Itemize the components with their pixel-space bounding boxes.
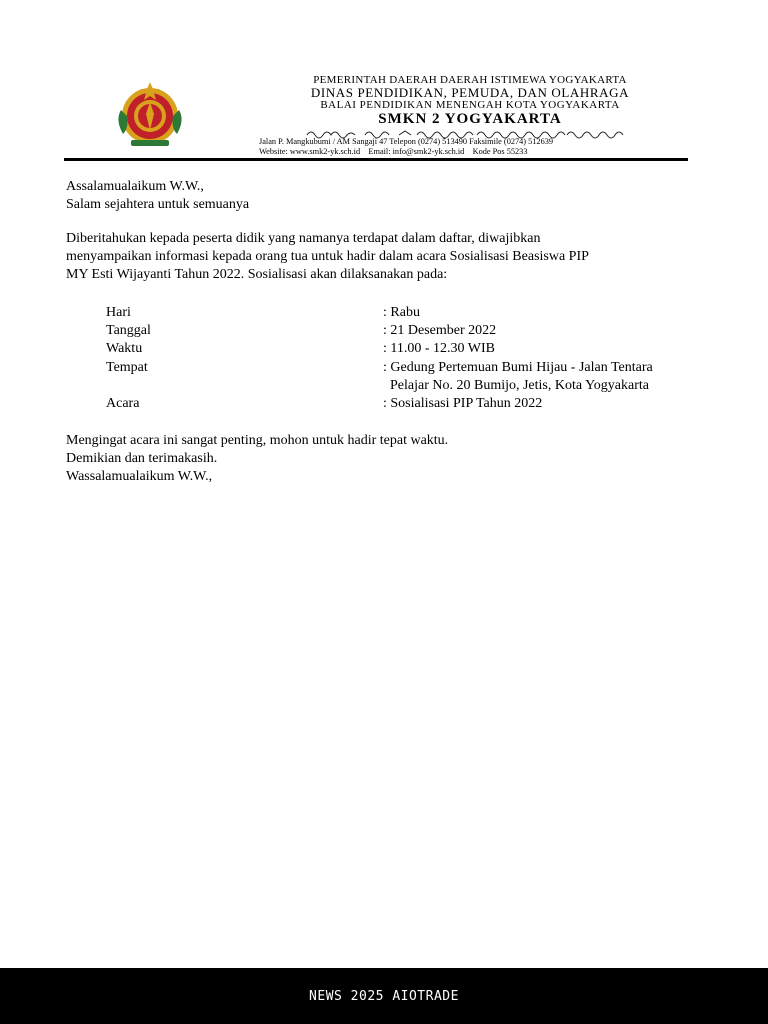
letterhead-divider [64,158,688,161]
office-name: BALAI PENDIDIKAN MENENGAH KOTA YOGYAKARTA [320,99,620,111]
intro-line: menyampaikan informasi kepada orang tua untuk hadir dalam acara Sosialisasi Beasiswa PIP [66,249,589,265]
school-postcode: Kode Pos 55233 [472,146,528,156]
letterhead [62,74,688,162]
detail-row-tempat [106,359,706,395]
footer-text: NEWS 2025 AIOTRADE [309,988,459,1004]
closing-line: Demikian dan terimakasih. [66,451,218,467]
detail-value: : Sosialisasi PIP Tahun 2022 [383,395,543,411]
detail-value: : Rabu [383,305,420,320]
closing-paragraph [66,432,666,487]
letterhead-text [252,74,688,140]
greeting-line: Assalamualaikum W.W., [66,179,204,194]
government-name: PEMERINTAH DAERAH DAERAH ISTIMEWA YOGYAKARTA [313,74,627,86]
event-details [106,304,706,413]
greeting [66,178,666,214]
detail-row-acara [106,395,706,413]
intro-paragraph [66,230,666,285]
detail-row-hari [106,304,706,322]
detail-value: : Gedung Pertemuan Bumi Hijau - Jalan Tentara [383,359,653,375]
department-name: DINAS PENDIDIKAN, PEMUDA, DAN OLAHRAGA [310,85,630,100]
intro-line: Diberitahukan kepada peserta didik yang namanya terdapat dalam daftar, diwajibkan [66,231,541,246]
greeting-line: Salam sejahtera untuk semuanya [66,197,250,213]
school-email: Email: info@smk2-yk.sch.id [368,146,465,156]
detail-value-continued: Pelajar No. 20 Bumijo, Jetis, Kota Yogyakarta [390,377,649,393]
closing-line: Mengingat acara ini sangat penting, mohon untuk hadir tepat waktu. [66,433,449,448]
detail-label: Hari [106,305,131,320]
intro-line: MY Esti Wijayanti Tahun 2022. Sosialisasi akan dilaksanakan pada: [66,267,448,283]
detail-row-tanggal [106,322,706,340]
detail-row-waktu [106,340,706,358]
closing-line: Wassalamualaikum W.W., [66,469,213,485]
detail-value: : 21 Desember 2022 [383,323,497,339]
letterhead-contact [259,137,679,156]
detail-label: Tempat [106,359,148,375]
yogyakarta-emblem-icon [107,80,193,150]
school-name: SMKN 2 YOGYAKARTA [378,111,562,127]
school-website: Website: www.smk2-yk.sch.id [259,146,361,156]
detail-label: Tanggal [106,323,151,339]
detail-label: Waktu [106,341,143,357]
detail-label: Acara [106,395,140,411]
school-address: Jalan P. Mangkubumi / AM Sangaji 47 Telepon (0274) 513490 Faksimile (0274) 512639 [259,137,554,146]
detail-value: : 11.00 - 12.30 WIB [383,341,495,357]
footer-banner [0,968,768,1024]
